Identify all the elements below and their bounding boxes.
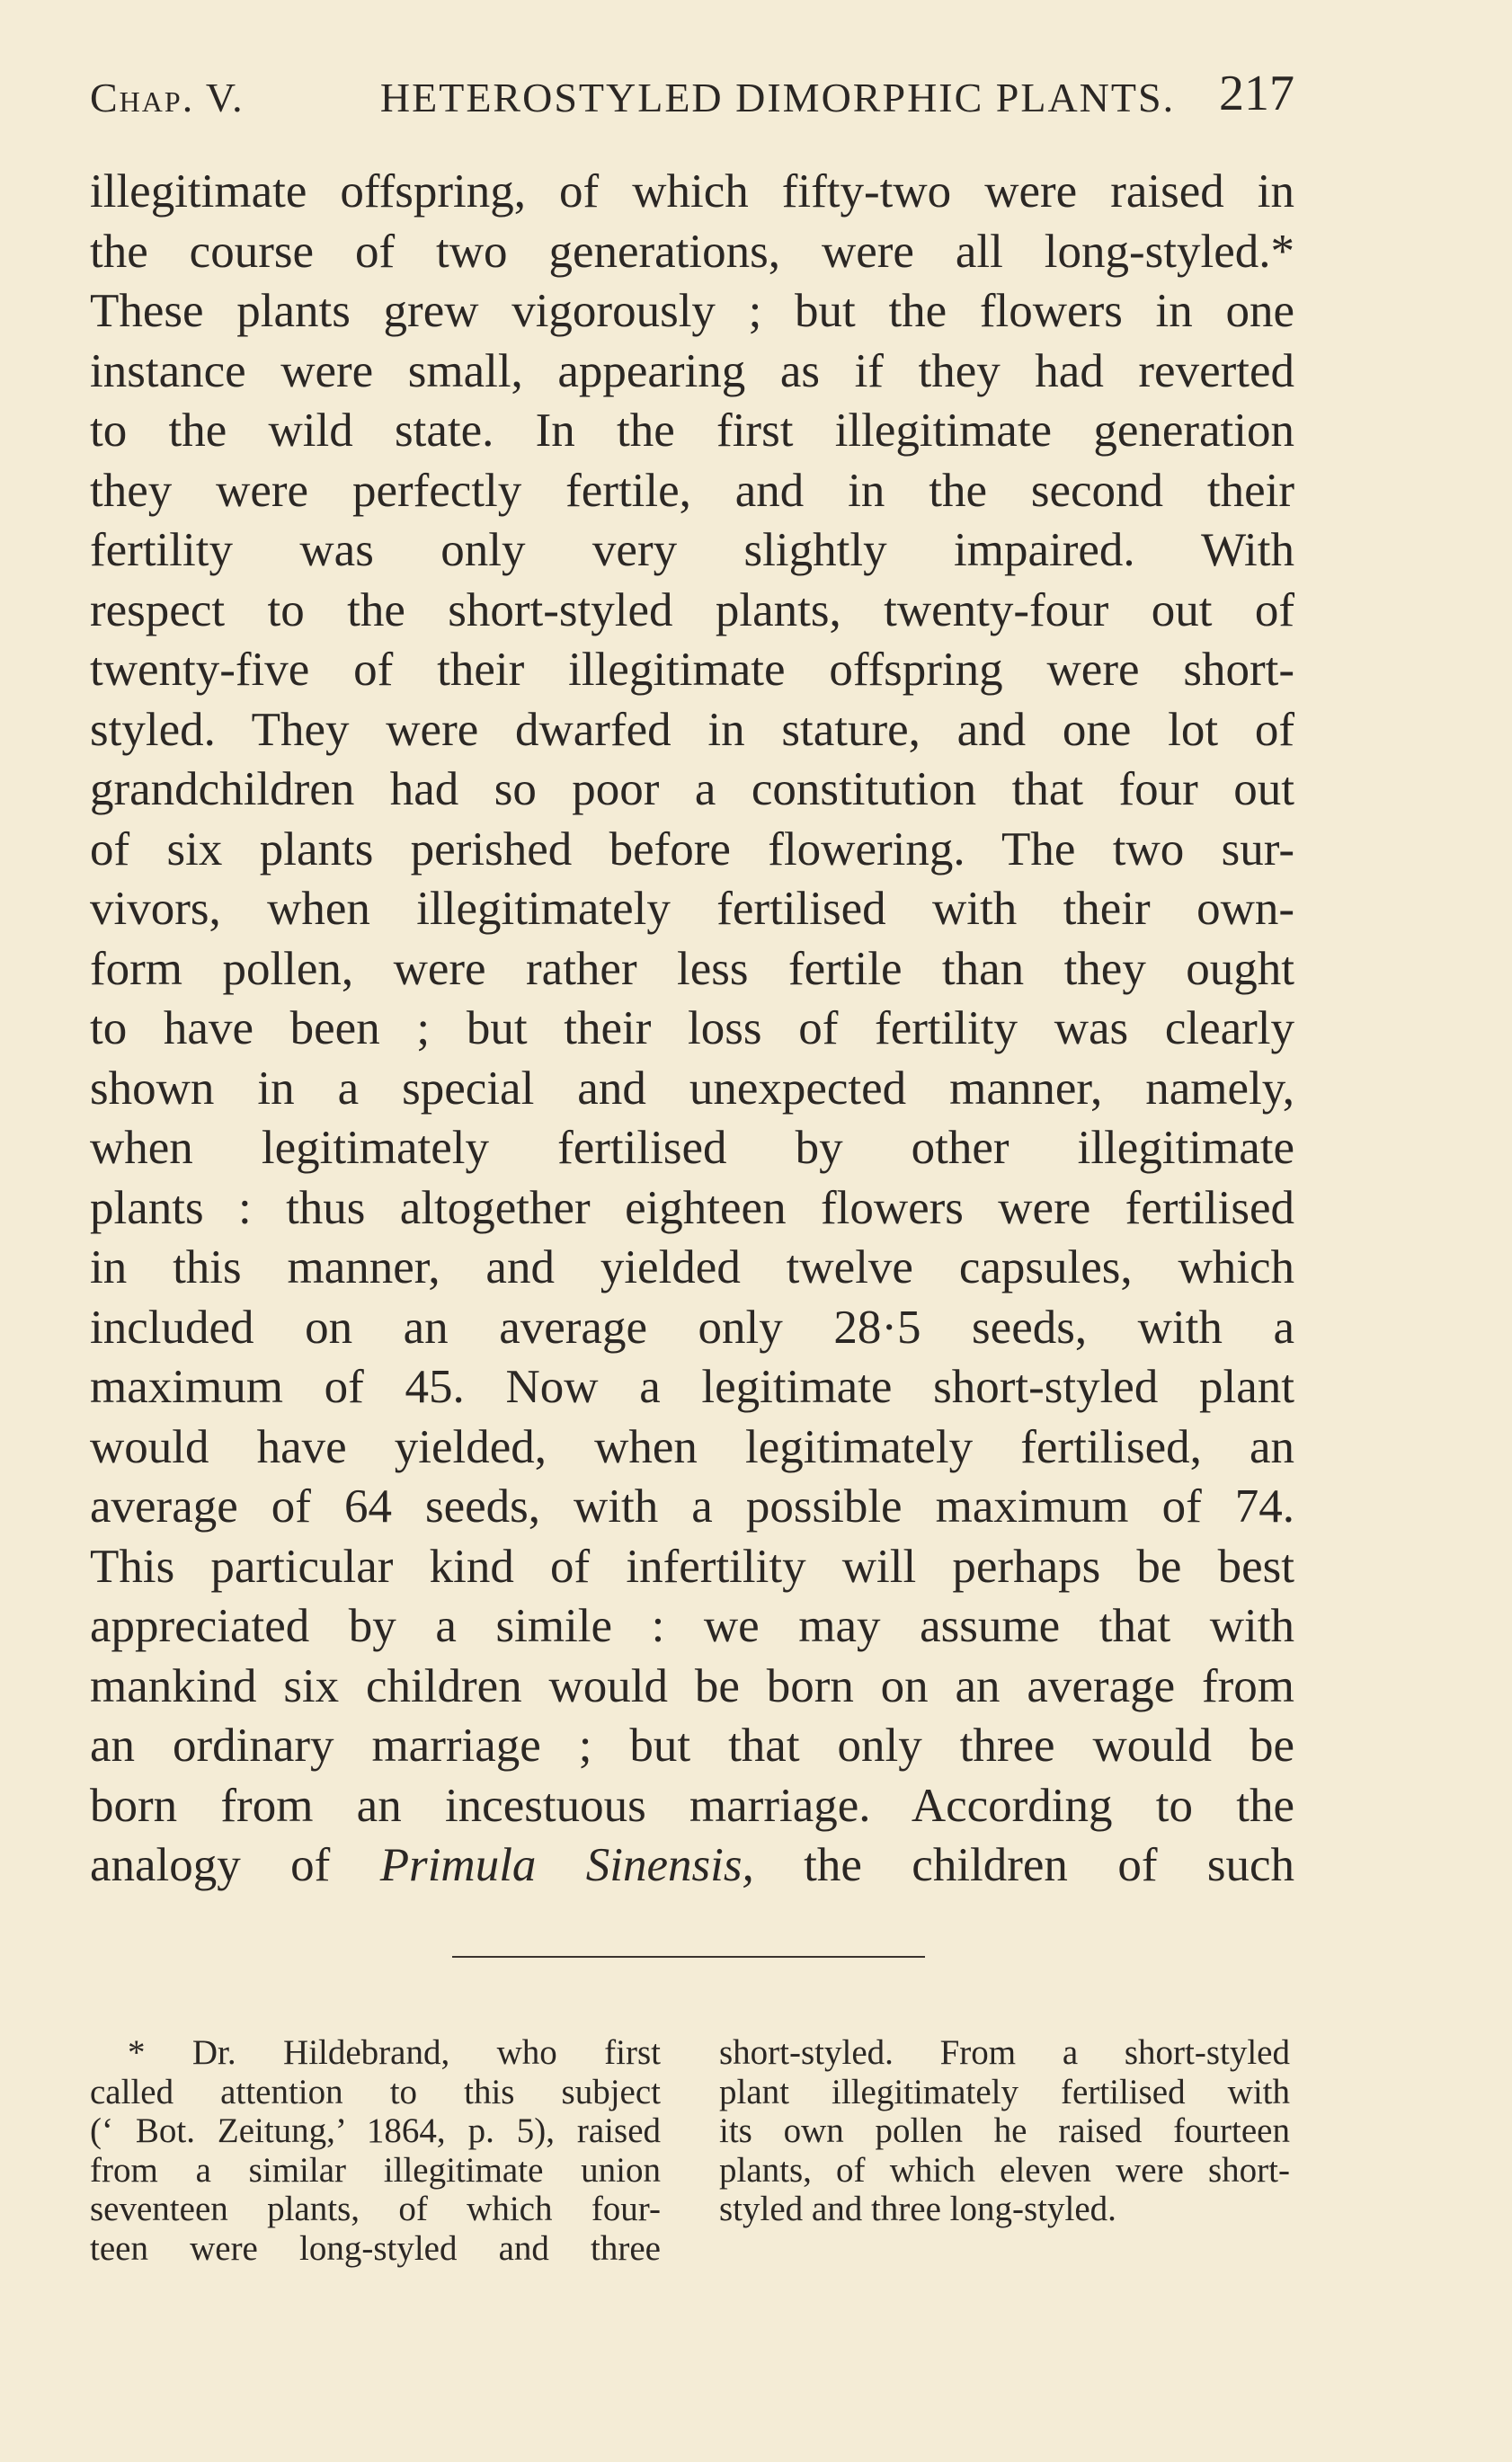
species-name: Primula Sinensis, <box>379 1839 754 1891</box>
body-line: to have been ; but their loss of fertility was clearly <box>90 1002 1294 1054</box>
footnote-line: seventeen plants, of which four- <box>90 2190 661 2228</box>
footnote-line: * Dr. Hildebrand, who first <box>128 2033 661 2072</box>
body-line: styled. They were dwarfed in stature, and one lot of <box>90 703 1294 756</box>
body-text <box>90 162 1294 1896</box>
page-number: 217 <box>1219 66 1294 121</box>
body-line-prefix: analogy of <box>90 1839 380 1891</box>
footnote-line: plant illegitimately fertilised with <box>719 2072 1290 2111</box>
body-line: to the wild state. In the first illegitimate generation <box>90 404 1294 457</box>
body-line: they were perfectly fertile, and in the second their <box>90 464 1294 517</box>
body-line: an ordinary marriage ; but that only three would be <box>90 1720 1294 1772</box>
body-line: in this manner, and yielded twelve capsules, which <box>90 1241 1294 1293</box>
footnote-line: short-styled. From a short-styled <box>719 2033 1290 2072</box>
body-line: when legitimately fertilised by other illegitimate <box>90 1122 1294 1174</box>
body-line: This particular kind of infertility will perhaps be best <box>90 1540 1294 1593</box>
body-line: average of 64 seeds, with a possible maximum of 74. <box>90 1480 1294 1533</box>
body-line: vivors, when illegitimately fertilised with their own- <box>90 883 1294 935</box>
footnote-line: its own pollen he raised fourteen <box>719 2111 1290 2150</box>
body-line-last <box>90 1835 1294 1896</box>
body-line-suffix: the children of such <box>753 1839 1294 1891</box>
body-line: plants : thus altogether eighteen flowers were fertilised <box>90 1181 1294 1234</box>
footnote-column-right <box>719 2033 1290 2229</box>
chapter-label: Chap. V. <box>90 75 245 120</box>
body-line: grandchildren had so poor a constitution that four out <box>90 763 1294 815</box>
footnote-line: (‘ Bot. Zeitung,’ 1864, p. 5), raised <box>90 2111 661 2150</box>
body-line: shown in a special and unexpected manner, namely, <box>90 1062 1294 1115</box>
body-line: respect to the short-styled plants, twenty-four out of <box>90 583 1294 636</box>
body-line: would have yielded, when legitimately fertilised, an <box>90 1420 1294 1473</box>
body-line: instance were small, appearing as if they had reverted <box>90 344 1294 397</box>
body-line: born from an incestuous marriage. According to the <box>90 1779 1294 1832</box>
body-line: These plants grew vigorously ; but the flowers in one <box>90 285 1294 337</box>
footnote-divider <box>452 1956 925 1958</box>
body-line: of six plants perished before flowering. The two sur- <box>90 822 1294 875</box>
body-line: maximum of 45. Now a legitimate short-styled plant <box>90 1361 1294 1413</box>
body-line: mankind six children would be born on an average from <box>90 1659 1294 1712</box>
body-line: appreciated by a simile : we may assume that with <box>90 1600 1294 1652</box>
running-title: HETEROSTYLED DIMORPHIC PLANTS. <box>379 75 1176 120</box>
footnote-column-left <box>90 2033 661 2268</box>
body-line: illegitimate offspring, of which fifty-two were raised in <box>90 165 1294 218</box>
body-line: the course of two generations, were all long-styled.* <box>90 225 1294 278</box>
footnote-line: called attention to this subject <box>90 2072 661 2111</box>
body-line: form pollen, were rather less fertile than they ought <box>90 942 1294 995</box>
footnote-line: styled and three long-styled. <box>719 2190 1116 2228</box>
footnote-line: from a similar illegitimate union <box>90 2150 661 2190</box>
body-line: twenty-five of their illegitimate offspring were short- <box>90 644 1294 696</box>
body-line: included on an average only 28·5 seeds, with a <box>90 1301 1294 1354</box>
running-head <box>90 65 1294 128</box>
footnote-line: plants, of which eleven were short- <box>719 2150 1290 2190</box>
body-line: fertility was only very slightly impaired. With <box>90 524 1294 576</box>
footnote-line: teen were long-styled and three <box>90 2228 661 2268</box>
